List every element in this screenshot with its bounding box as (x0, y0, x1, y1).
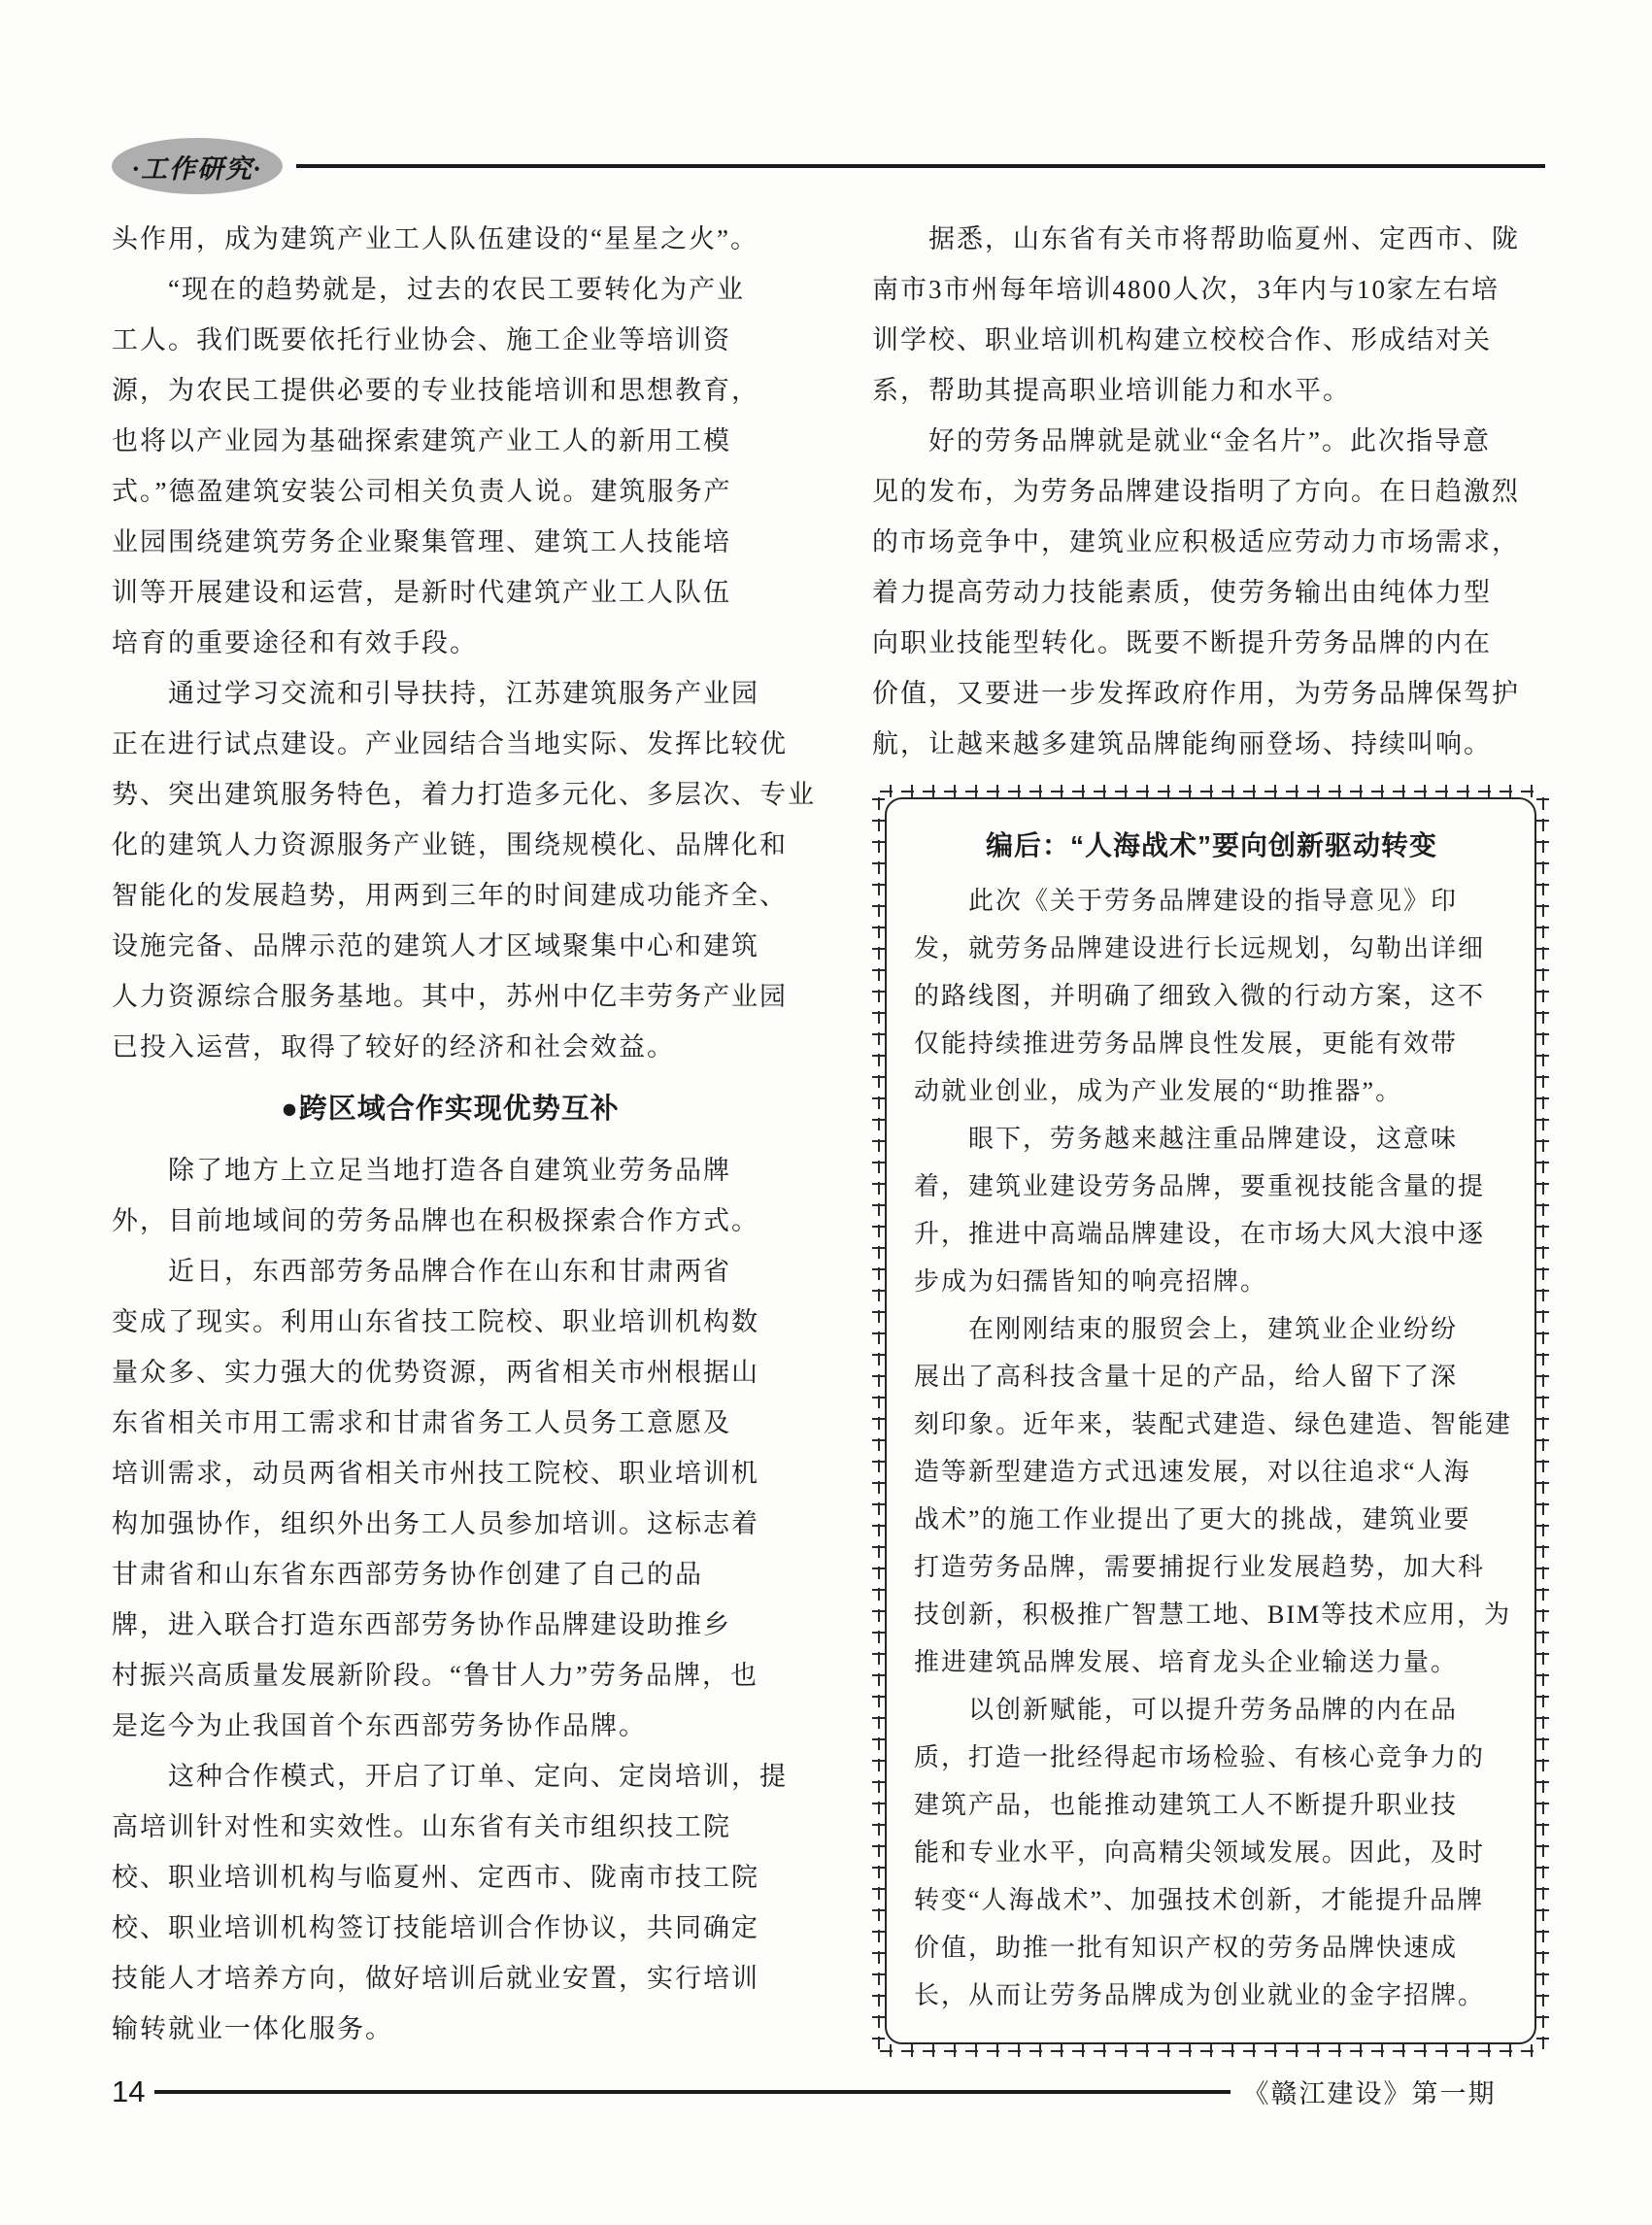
text-line: 是迄今为止我国首个东西部劳务协作品牌。 (112, 1711, 647, 1740)
text-line: 价值，助推一批有知识产权的劳务品牌快速成 (914, 1934, 1459, 1962)
text-line: 工人。我们既要依托行业协会、施工企业等培训资 (112, 325, 731, 354)
text-line: 牌，进入联合打造东西部劳务协作品牌建设助推乡 (112, 1610, 731, 1639)
text-line: 已投入运营，取得了较好的经济和社会效益。 (112, 1032, 675, 1062)
editor-note-title: 编后：“人海战术”要向创新驱动转变 (985, 830, 1437, 860)
page-footer (112, 2073, 1545, 2110)
text-line: 质，打造一批经得起市场检验、有核心竞争力的 (914, 1743, 1486, 1771)
text-line: 输转就业一体化服务。 (112, 2014, 393, 2043)
journal-title: 《赣江建设》第一期 (1242, 2079, 1497, 2108)
right-column-lines (872, 214, 1549, 769)
text-line: 这种合作模式，开启了订单、定向、定岗培训，提 (112, 1762, 788, 1791)
text-line: 头作用，成为建筑产业工人队伍建设的“星星之火”。 (112, 224, 759, 253)
footer-rule (154, 2090, 1231, 2094)
text-line: 势、突出建筑服务特色，着力打造多元化、多层次、专业 (112, 780, 816, 809)
text-line: 校、职业培训机构与临夏州、定西市、陇南市技工院 (112, 1863, 759, 1892)
text-line: 训学校、职业培训机构建立校校合作、形成结对关 (872, 325, 1492, 354)
text-line: 外，目前地域间的劳务品牌也在积极探索合作方式。 (112, 1206, 759, 1235)
text-line: 除了地方上立足当地打造各自建筑业劳务品牌 (112, 1156, 731, 1185)
text-line: 业园围绕建筑劳务企业聚集管理、建筑工人技能培 (112, 527, 731, 556)
editor-note-inner (885, 797, 1536, 2044)
editor-note-box (872, 785, 1549, 2057)
text-line: 变成了现实。利用山东省技工院校、职业培训机构数 (112, 1307, 759, 1336)
text-line: 此次《关于劳务品牌建设的指导意见》印 (914, 887, 1459, 915)
text-line: 发，就劳务品牌建设进行长远规划，勾勒出详细 (914, 934, 1486, 962)
two-column-body (112, 214, 1545, 2073)
page-header (112, 138, 1545, 194)
text-line: 人力资源综合服务基地。其中，苏州中亿丰劳务产业园 (112, 982, 788, 1011)
right-column (872, 214, 1549, 2073)
text-line: 长，从而让劳务品牌成为创业就业的金字招牌。 (914, 1981, 1486, 2009)
left-column-lines-top (112, 214, 816, 1072)
text-line: 高培训针对性和实效性。山东省有关市组织技工院 (112, 1812, 731, 1841)
box-border-bottom (880, 2044, 1541, 2057)
text-line: 通过学习交流和引导扶持，江苏建筑服务产业园 (112, 679, 759, 708)
text-line: 在刚刚结束的服贸会上，建筑业企业纷纷 (914, 1315, 1459, 1343)
text-line: 能和专业水平，向高精尖领域发展。因此，及时 (914, 1838, 1486, 1867)
text-line: 以创新赋能，可以提升劳务品牌的内在品 (914, 1696, 1459, 1724)
text-line: 正在进行试点建设。产业园结合当地实际、发挥比较优 (112, 729, 788, 759)
header-rule (296, 164, 1545, 168)
text-line: 战术”的施工作业提出了更大的挑战，建筑业要 (914, 1505, 1471, 1534)
editor-note-lines (914, 877, 1513, 2019)
text-line: 动就业创业，成为产业发展的“助推器”。 (914, 1077, 1403, 1105)
text-line: 航，让越来越多建筑品牌能绚丽登场、持续叫响。 (872, 729, 1492, 759)
text-line: 据悉，山东省有关市将帮助临夏州、定西市、陇 (872, 224, 1520, 253)
text-line: “现在的趋势就是，过去的农民工要转化为产业 (112, 275, 745, 304)
text-line: 培育的重要途径和有效手段。 (112, 628, 478, 657)
text-line: 南市3市州每年培训4800人次，3年内与10家左右培 (872, 275, 1500, 304)
text-line: 向职业技能型转化。既要不断提升劳务品牌的内在 (872, 628, 1492, 657)
text-line: 的路线图，并明确了细致入微的行动方案，这不 (914, 982, 1486, 1010)
text-line: 着力提高劳动力技能素质，使劳务输出由纯体力型 (872, 578, 1492, 607)
box-border-right (1536, 792, 1549, 2049)
text-line: 村振兴高质量发展新阶段。“鲁甘人力”劳务品牌，也 (112, 1661, 759, 1690)
text-line: 系，帮助其提高职业培训能力和水平。 (872, 376, 1351, 405)
text-line: 展出了高科技含量十足的产品，给人留下了深 (914, 1363, 1459, 1391)
text-line: 校、职业培训机构签订技能培训合作协议，共同确定 (112, 1913, 759, 1942)
text-line: 培训需求，动员两省相关市州技工院校、职业培训机 (112, 1459, 759, 1488)
text-line: 的市场竞争中，建筑业应积极适应劳动力市场需求， (872, 527, 1520, 556)
text-line: 好的劳务品牌就是就业“金名片”。此次指导意 (872, 426, 1491, 455)
text-line: 智能化的发展趋势，用两到三年的时间建成功能齐全、 (112, 881, 788, 910)
text-line: 转变“人海战术”、加强技术创新，才能提升品牌 (914, 1886, 1485, 1914)
text-line: 着，建筑业建设劳务品牌，要重视技能含量的提 (914, 1172, 1486, 1200)
text-line: 升，推进中高端品牌建设，在市场大风大浪中逐 (914, 1220, 1486, 1248)
text-line: 建筑产品，也能推动建筑工人不断提升职业技 (914, 1791, 1459, 1819)
text-line: 也将以产业园为基础探索建筑产业工人的新用工模 (112, 426, 731, 455)
text-line: 设施完备、品牌示范的建筑人才区域聚集中心和建筑 (112, 931, 759, 961)
text-line: 训等开展建设和运营，是新时代建筑产业工人队伍 (112, 578, 731, 607)
text-line: 式。”德盈建筑安装公司相关负责人说。建筑服务产 (112, 477, 732, 506)
text-line: 东省相关市用工需求和甘肃省务工人员务工意愿及 (112, 1408, 731, 1437)
text-line: 步成为妇孺皆知的响亮招牌。 (914, 1267, 1268, 1296)
text-line: 眼下，劳务越来越注重品牌建设，这意味 (914, 1125, 1459, 1153)
text-line: 造等新型建造方式迅速发展，对以往追求“人海 (914, 1458, 1471, 1486)
text-line: 源，为农民工提供必要的专业技能培训和思想教育， (112, 376, 759, 405)
text-line: 技能人才培养方向，做好培训后就业安置，实行培训 (112, 1964, 759, 1993)
text-line: 构加强协作，组织外出务工人员参加培训。这标志着 (112, 1509, 759, 1538)
text-line: 技创新，积极推广智慧工地、BIM等技术应用，为 (914, 1601, 1512, 1629)
page-number: 14 (112, 2073, 146, 2108)
box-border-top (880, 785, 1541, 797)
box-border-left (872, 792, 885, 2049)
left-column (112, 214, 816, 2073)
text-line: 仅能持续推进劳务品牌良性发展，更能有效带 (914, 1029, 1459, 1058)
text-line: 打造劳务品牌，需要捕捉行业发展趋势，加大科 (914, 1553, 1486, 1581)
column-badge: ·工作研究· (112, 138, 283, 194)
text-line: 价值，又要进一步发挥政府作用，为劳务品牌保驾护 (872, 679, 1520, 708)
text-line: 近日，东西部劳务品牌合作在山东和甘肃两省 (112, 1257, 731, 1286)
section-heading: ●跨区域合作实现优势互补 (281, 1094, 620, 1125)
text-line: 量众多、实力强大的优势资源，两省相关市州根据山 (112, 1358, 759, 1387)
text-line: 化的建筑人力资源服务产业链，围绕规模化、品牌化和 (112, 830, 788, 860)
text-line: 刻印象。近年来，装配式建造、绿色建造、智能建 (914, 1410, 1513, 1438)
text-line: 见的发布，为劳务品牌建设指明了方向。在日趋激烈 (872, 477, 1520, 506)
text-line: 推进建筑品牌发展、培育龙头企业输送力量。 (914, 1648, 1459, 1676)
left-column-lines-bottom (112, 1145, 789, 2054)
text-line: 甘肃省和山东省东西部劳务协作创建了自己的品 (112, 1560, 703, 1589)
